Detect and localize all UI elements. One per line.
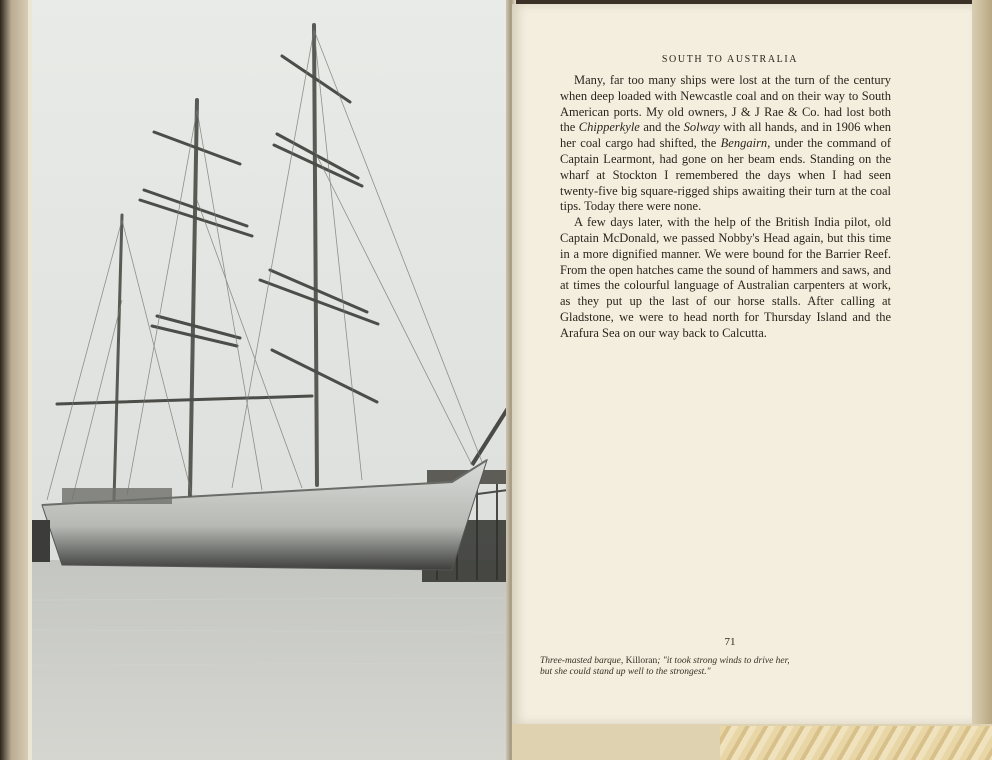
paragraph-1 (560, 73, 891, 215)
caption-quote: ; "it took strong winds to drive her, but she could stand up well to the strongest." (540, 656, 790, 677)
book-spine-edge (0, 0, 28, 760)
left-page (28, 0, 510, 760)
photo-caption (540, 656, 800, 678)
paragraph-1-text-c: with all hands, and in 1906 when her coal cargo had shifted, the (560, 120, 891, 151)
paragraph-2: A few days later, with the help of the British India pilot, old Captain McDonald, we passed Nobby's Head again, but this time in a more dignified manner. We were bound for the Barrier Reef. From the open hatches came the sound of hammers and saws, and at times the colourful language of Australian carpenters at work, as they put up the last of our horse stalls. After calling at Gladstone, we were to head north for Thursday Island and the Arafura Sea on our way back to Calcutta. (560, 215, 891, 340)
ship-name-chipperkyle: Chipperkyle (578, 120, 640, 135)
paragraph-1-text-b: and the (639, 120, 684, 135)
caption-lead: Three-masted barque, (540, 656, 626, 666)
running-head: SOUTH TO AUSTRALIA (661, 54, 799, 65)
page-number: 71 (724, 636, 736, 648)
ship-name-solway: Solway (683, 120, 720, 135)
body-text (560, 73, 891, 342)
caption-ship-name: Killoran (625, 656, 658, 666)
paragraph-1-text-d: , under the command of Captain Learmont, had gone on her beam ends. Standing on the wharf at Stockton I remembered the days when I had seen twenty-five big square-rigged ships awaiting their turn at the coal tips. Today there were none. (560, 136, 891, 214)
ship-name-bengairn: Bengairn (720, 136, 768, 151)
underlying-paper (720, 726, 992, 760)
ship-photo (32, 0, 508, 760)
page-edge-right (972, 0, 992, 760)
paragraph-1-text-a: Many, far too many ships were lost at the turn of the century when deep loaded with Newcastle coal and on their way to South American ports. My old owners, J & J Rae & Co. had lost both the (560, 73, 891, 135)
